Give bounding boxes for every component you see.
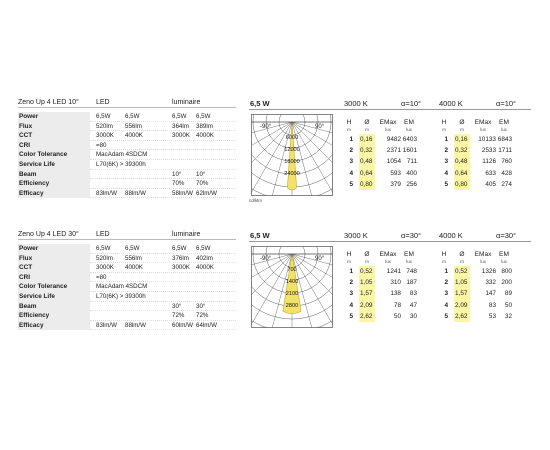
spec-row — [18, 112, 236, 122]
spec-row — [18, 254, 236, 264]
photometric-block — [249, 229, 531, 320]
header-unit: m — [347, 127, 351, 132]
spec-value: 402lm — [196, 254, 213, 262]
spec-value: 556lm — [125, 254, 142, 262]
photometric-block — [249, 97, 531, 203]
table-cell: 5 — [444, 312, 448, 320]
table-cell: 10133 — [478, 136, 496, 143]
header-unit: lux — [385, 259, 391, 264]
spec-value: 60lm/W — [172, 321, 193, 329]
spec-label: Power — [18, 244, 90, 254]
header-cell: EMax — [474, 119, 492, 126]
spec-label: Power — [18, 112, 90, 122]
diameter-cell: 0,64 — [454, 168, 470, 179]
table-cell: 2 — [349, 279, 353, 287]
beam-angle-label: α=10° — [496, 99, 517, 108]
spec-value: 88lm/W — [125, 189, 146, 197]
spec-value: 4000K — [125, 132, 143, 140]
header-unit: lux — [385, 127, 391, 132]
spec-value: 10° — [172, 170, 182, 178]
header-unit: lux — [406, 127, 412, 132]
power-label: 6,5 W — [250, 231, 270, 240]
intensity-label: 2100 — [285, 291, 299, 297]
diameter-cell: 2,09 — [454, 300, 470, 311]
spec-rows — [18, 112, 236, 198]
spec-value: 520lm — [96, 122, 113, 130]
table-cell: 4 — [349, 169, 353, 177]
table-cell: 2 — [444, 147, 448, 155]
header-cell: EM — [499, 251, 509, 258]
spec-value: 72% — [172, 312, 185, 320]
header-cell: EM — [404, 119, 414, 126]
table-cell: 1054 — [386, 158, 401, 166]
led-column-header: LED — [96, 231, 110, 238]
table-cell: 633 — [485, 169, 496, 177]
table-cell: 89 — [504, 290, 512, 298]
spec-value: 30° — [196, 302, 206, 310]
header-cell: EM — [404, 251, 414, 258]
table-cell: 1 — [444, 136, 448, 143]
beam-angle-label: α=30° — [496, 231, 517, 240]
table-cell: 274 — [501, 180, 512, 188]
diameter-cell: 1,57 — [454, 288, 470, 299]
table-cell: 800 — [501, 268, 512, 275]
product-title: Zeno Up 4 LED 30° — [18, 231, 79, 238]
spec-value: 364lm — [172, 122, 189, 130]
polar-diagram — [251, 246, 333, 328]
diameter-cell: 1,05 — [359, 277, 375, 288]
spec-label: CRI — [18, 141, 90, 151]
spec-label: Color Tolerance — [18, 150, 90, 160]
header-cell: EMax — [379, 251, 397, 258]
spec-value: MacAdam 4SDCM — [96, 283, 148, 291]
spec-value: 30° — [172, 302, 182, 310]
power-label: 6,5 W — [250, 99, 270, 108]
spec-row — [18, 311, 236, 321]
table-cell: 30 — [409, 312, 417, 320]
table-cell: 2371 — [386, 147, 401, 155]
cct-4000-label: 4000 K — [439, 99, 463, 108]
spec-row — [18, 302, 236, 312]
spec-value: 70% — [172, 180, 185, 188]
header-unit: lux — [406, 259, 412, 264]
intensity-label: 6000 — [285, 135, 299, 141]
spec-value: 4000K — [125, 264, 143, 272]
table-cell: 332 — [485, 279, 496, 287]
spec-value: 83lm/W — [96, 321, 117, 329]
cct-4000-label: 4000 K — [439, 231, 463, 240]
spec-value: 3000K — [172, 132, 190, 140]
spec-label: Efficacy — [18, 321, 90, 331]
spec-label: CCT — [18, 131, 90, 141]
table-cell: 748 — [406, 268, 417, 275]
table-cell: 47 — [409, 301, 417, 309]
diameter-cell: 0,16 — [359, 134, 375, 145]
spec-value: 376lm — [172, 254, 189, 262]
spec-label: Flux — [18, 122, 90, 132]
table-cell: 1 — [444, 268, 448, 275]
spec-table — [18, 229, 236, 330]
table-cell: 3 — [444, 158, 448, 166]
table-cell: 760 — [501, 158, 512, 166]
photometric-header — [249, 229, 531, 242]
table-cell: 3 — [444, 290, 448, 298]
header-unit: m — [442, 127, 446, 132]
table-cell: 83 — [488, 301, 496, 309]
spec-value: 83lm/W — [96, 189, 117, 197]
luminaire-column-header: luminaire — [172, 99, 201, 106]
table-cell: 32 — [504, 312, 512, 320]
diameter-cell: 0,52 — [454, 266, 470, 277]
polar-unit-label: cd/klm — [249, 198, 263, 203]
angle-label-left: -90° — [260, 124, 272, 130]
table-cell: 1 — [349, 136, 353, 143]
spec-row — [18, 189, 236, 199]
table-cell: 138 — [390, 290, 401, 298]
table-cell: 147 — [485, 290, 496, 298]
led-column-header: LED — [96, 99, 110, 106]
cct-3000-label: 3000 K — [344, 99, 368, 108]
header-cell: Ø — [459, 251, 465, 258]
spec-value: 6,5W — [125, 113, 140, 120]
header-unit: m — [365, 127, 369, 132]
spec-table — [18, 97, 236, 198]
spec-row — [18, 292, 236, 302]
spec-value: 6,5W — [172, 245, 187, 252]
diameter-cell: 0,32 — [454, 145, 470, 156]
spec-value: 72% — [196, 312, 209, 320]
spec-value: 389lm — [196, 122, 213, 130]
spec-label: Color Tolerance — [18, 282, 90, 292]
intensity-label: 18000 — [284, 159, 300, 165]
header-cell: H — [346, 251, 352, 258]
table-cell: 1126 — [482, 158, 496, 166]
header-unit: lux — [501, 259, 507, 264]
table-cell: 6843 — [497, 136, 512, 143]
spec-value: 6,5W — [125, 245, 140, 252]
spec-value: 556lm — [125, 122, 142, 130]
luminaire-column-header: luminaire — [172, 231, 201, 238]
diameter-cell: 0,16 — [454, 134, 470, 145]
angle-label-right: 90° — [315, 124, 325, 130]
table-cell: 83 — [409, 290, 417, 298]
product-title: Zeno Up 4 LED 10° — [18, 99, 79, 106]
intensity-label: 1400 — [285, 279, 299, 285]
header-cell: EM — [499, 119, 509, 126]
table-cell: 310 — [390, 279, 401, 287]
spec-value: 88lm/W — [125, 321, 146, 329]
header-cell: H — [346, 119, 352, 126]
table-cell: 2 — [349, 147, 353, 155]
spec-value: 6,5W — [196, 245, 211, 252]
spec-value: =80 — [96, 273, 107, 281]
diameter-cell: 2,09 — [359, 300, 375, 311]
photometric-header — [249, 97, 531, 110]
diameter-cell: 2,62 — [359, 311, 375, 322]
table-cell: 53 — [488, 312, 496, 320]
intensity-label: 2800 — [285, 303, 299, 309]
angle-label-left: -90° — [260, 256, 272, 262]
table-cell: 187 — [406, 279, 417, 287]
spec-row — [18, 170, 236, 180]
header-cell: EMax — [379, 119, 397, 126]
spec-value: 10° — [196, 170, 206, 178]
diameter-cell: 0,80 — [454, 179, 470, 190]
table-cell: 400 — [406, 169, 417, 177]
header-unit: m — [365, 259, 369, 264]
spec-row — [18, 179, 236, 189]
spec-label: Service Life — [18, 292, 90, 302]
table-cell: 6403 — [402, 136, 417, 143]
spec-rows — [18, 244, 236, 330]
spec-row — [18, 244, 236, 254]
spec-row — [18, 160, 236, 170]
spec-value: 3000K — [172, 264, 190, 272]
spec-value: 6,5W — [172, 113, 187, 120]
diameter-cell: 0,48 — [359, 156, 375, 167]
diameter-cell: 2,62 — [454, 311, 470, 322]
spec-label: Efficiency — [18, 311, 90, 321]
diameter-cell: 0,32 — [359, 145, 375, 156]
spec-label: Beam — [18, 170, 90, 180]
spec-value: 62lm/W — [196, 189, 217, 197]
diameter-cell: 0,52 — [359, 266, 375, 277]
table-cell: 1711 — [498, 147, 512, 155]
row-divider — [90, 329, 236, 330]
spec-label: Beam — [18, 302, 90, 312]
header-unit: m — [460, 127, 464, 132]
table-cell: 78 — [393, 301, 401, 309]
table-cell: 428 — [501, 169, 512, 177]
table-cell: 5 — [349, 312, 353, 320]
header-cell: H — [441, 251, 447, 258]
header-cell: EMax — [474, 251, 492, 258]
header-unit: m — [347, 259, 351, 264]
spec-value: 4000K — [196, 264, 214, 272]
spec-value: =80 — [96, 141, 107, 149]
angle-label-right: 90° — [315, 256, 325, 262]
table-cell: 2533 — [481, 147, 496, 155]
table-cell: 256 — [406, 180, 417, 188]
table-cell: 1 — [349, 268, 353, 275]
spec-label: Flux — [18, 254, 90, 264]
table-cell: 3 — [349, 158, 353, 166]
spec-value: 4000K — [196, 132, 214, 140]
table-cell: 5 — [444, 180, 448, 188]
spec-header — [18, 229, 236, 240]
table-cell: 9482 — [386, 136, 401, 143]
spec-value: 6,5W — [196, 113, 211, 120]
spec-label: CCT — [18, 263, 90, 273]
header-unit: m — [442, 259, 446, 264]
diameter-cell: 0,80 — [359, 179, 375, 190]
spec-row — [18, 141, 236, 151]
table-cell: 379 — [390, 180, 401, 188]
spec-value: 6,5W — [96, 113, 111, 120]
header-unit: m — [460, 259, 464, 264]
spec-label: CRI — [18, 273, 90, 283]
table-cell: 5 — [349, 180, 353, 188]
polar-diagram — [251, 114, 333, 196]
table-cell: 1241 — [386, 268, 401, 275]
spec-label: Service Life — [18, 160, 90, 170]
intensity-label: 12000 — [284, 147, 300, 153]
table-cell: 593 — [390, 169, 401, 177]
spec-row — [18, 282, 236, 292]
table-cell: 200 — [501, 279, 512, 287]
diameter-cell: 1,57 — [359, 288, 375, 299]
table-cell: 4 — [444, 301, 448, 309]
spec-row — [18, 122, 236, 132]
spec-value: 70% — [196, 180, 209, 188]
header-unit: lux — [480, 127, 486, 132]
spec-value: 58lm/W — [172, 189, 193, 197]
table-cell: 50 — [504, 301, 512, 309]
spec-value: 64lm/W — [196, 321, 217, 329]
spec-row — [18, 131, 236, 141]
table-cell: 711 — [406, 158, 417, 166]
header-cell: Ø — [364, 251, 370, 258]
spec-row — [18, 150, 236, 160]
table-cell: 2 — [444, 279, 448, 287]
table-cell: 405 — [485, 180, 496, 188]
spec-header — [18, 97, 236, 108]
intensity-label: 24000 — [284, 171, 300, 177]
diameter-cell: 0,48 — [454, 156, 470, 167]
spec-row — [18, 321, 236, 331]
spec-value: 3000K — [96, 132, 114, 140]
spec-value: L70(6K) > 39300h — [96, 160, 146, 168]
spec-value: 6,5W — [96, 245, 111, 252]
table-cell: 50 — [393, 312, 401, 320]
cct-3000-label: 3000 K — [344, 231, 368, 240]
diameter-cell: 0,64 — [359, 168, 375, 179]
spec-value: 520lm — [96, 254, 113, 262]
spec-value: MacAdam 4SDCM — [96, 151, 148, 159]
header-cell: Ø — [364, 119, 370, 126]
header-cell: H — [441, 119, 447, 126]
spec-label: Efficacy — [18, 189, 90, 199]
spec-label: Efficiency — [18, 179, 90, 189]
row-divider — [90, 197, 236, 198]
beam-angle-label: α=10° — [401, 99, 422, 108]
table-cell: 4 — [349, 301, 353, 309]
spec-value: L70(6K) > 39300h — [96, 292, 146, 300]
intensity-label: 700 — [287, 267, 297, 273]
header-unit: lux — [480, 259, 486, 264]
beam-angle-label: α=30° — [401, 231, 422, 240]
diameter-cell: 1,05 — [454, 277, 470, 288]
header-cell: Ø — [459, 119, 465, 126]
table-cell: 1601 — [402, 147, 417, 155]
table-cell: 1326 — [481, 268, 496, 275]
spec-row — [18, 263, 236, 273]
header-unit: lux — [501, 127, 507, 132]
spec-value: 3000K — [96, 264, 114, 272]
table-cell: 4 — [444, 169, 448, 177]
spec-row — [18, 273, 236, 283]
table-cell: 3 — [349, 290, 353, 298]
